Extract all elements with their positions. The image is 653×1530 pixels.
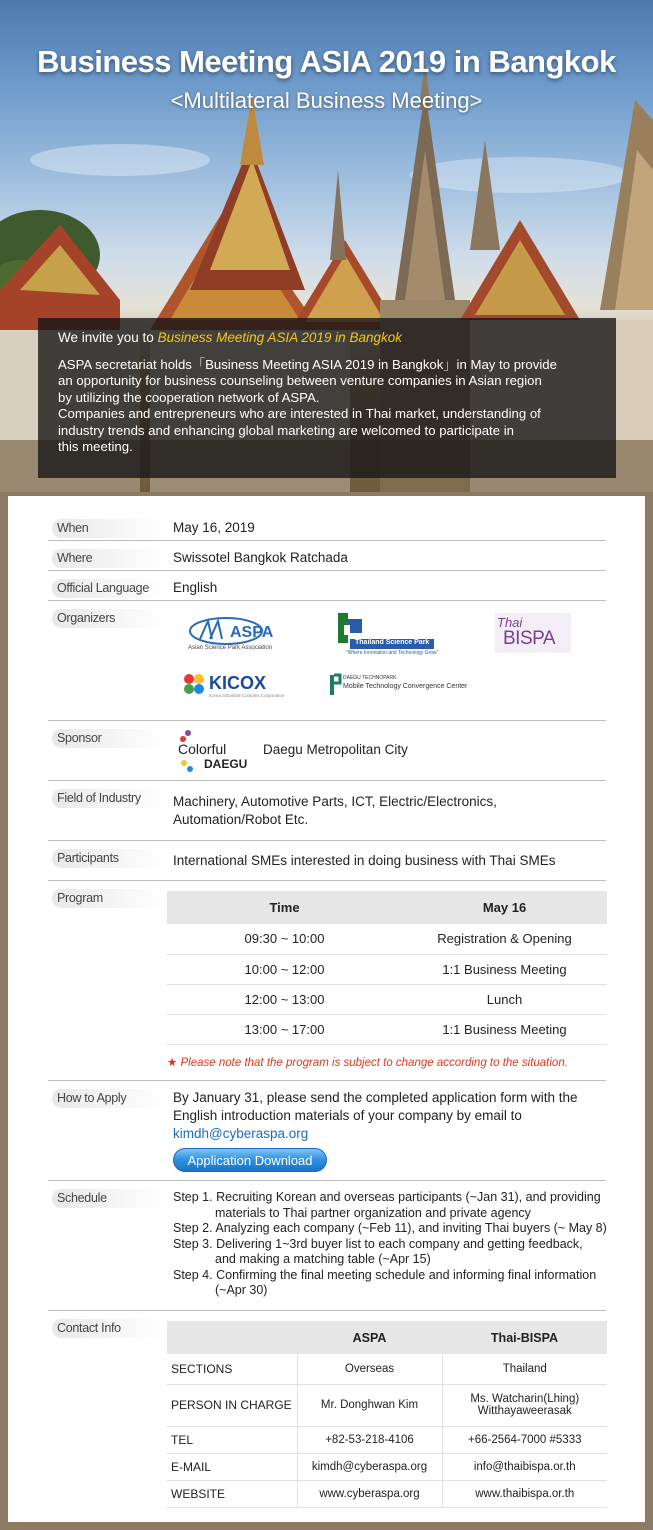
aspa-caption: Asian Science Park Association [188, 645, 273, 651]
row-program [48, 881, 606, 1081]
contact-col-key [167, 1321, 297, 1354]
contact-thai-website[interactable]: www.thaibispa.or.th [442, 1480, 607, 1507]
industry-line: Automation/Robot Etc. [173, 812, 309, 827]
contact-thai-value: +66-2564-7000 #5333 [442, 1426, 607, 1453]
table-row [167, 1014, 607, 1044]
invitation-heading [58, 330, 596, 347]
where-value: Swissotel Bangkok Ratchada [173, 550, 348, 565]
participants-value: International SMEs interested in doing business with Thai SMEs [173, 853, 556, 868]
table-row [167, 1354, 607, 1384]
apply-line: English introduction materials of your company by email to [173, 1108, 522, 1123]
row-schedule [48, 1181, 606, 1311]
program-time: 09:30 ~ 10:00 [167, 924, 402, 954]
row-industry [48, 781, 606, 841]
program-label: Program [52, 889, 164, 908]
contact-header-row [167, 1321, 607, 1354]
contact-key: TEL [167, 1426, 297, 1453]
colorful-daegu-logo [176, 729, 256, 773]
dtp-bottom: Mobile Technology Convergence Center [343, 683, 468, 690]
program-col-time: Time [167, 891, 402, 924]
program-time: 13:00 ~ 17:00 [167, 1014, 402, 1044]
schedule-steps [173, 1190, 607, 1299]
contact-table [167, 1321, 607, 1508]
row-when [48, 511, 606, 541]
row-apply [48, 1081, 606, 1181]
thaibispa-bottom: BISPA [503, 628, 556, 649]
application-download-button[interactable]: Application Download [173, 1148, 327, 1172]
when-value: May 16, 2019 [173, 520, 255, 535]
program-activity: 1:1 Business Meeting [402, 954, 607, 984]
schedule-line: and making a matching table (~Apr 15) [215, 1252, 431, 1266]
program-header-row [167, 891, 607, 924]
row-organizers [48, 601, 606, 721]
language-label: Official Language [52, 579, 164, 598]
invitation-box [38, 318, 616, 478]
contact-key: SECTIONS [167, 1354, 297, 1384]
tsp-name: Thailand Science Park [355, 639, 430, 646]
apply-text [173, 1089, 578, 1143]
contact-label: Contact Info [52, 1319, 164, 1338]
table-row [167, 1453, 607, 1480]
kicox-caption: Korea Industrial Complex Corporation [209, 693, 285, 698]
dtp-top: DAEGU TECHNOPARK [343, 675, 397, 681]
contact-thai-email[interactable]: info@thaibispa.or.th [442, 1453, 607, 1480]
contact-aspa-value: +82-53-218-4106 [297, 1426, 442, 1453]
tsp-caption: "Where Innovation and Technology Grow" [346, 650, 439, 656]
contact-thai-line: Ms. Watcharin(Lhing) [470, 1393, 580, 1405]
row-participants [48, 841, 606, 881]
svg-text:ASPA: ASPA [230, 624, 274, 641]
participants-label: Participants [52, 849, 164, 868]
contact-key: E-MAIL [167, 1453, 297, 1480]
intro-line: this meeting. [58, 439, 133, 454]
contact-col-thai: Thai-BISPA [442, 1321, 607, 1354]
when-label: When [52, 519, 164, 538]
where-label: Where [52, 549, 164, 568]
schedule-line: materials to Thai partner organization and private agency [215, 1205, 531, 1220]
thaibispa-top: Thai [497, 615, 523, 630]
row-sponsor [48, 721, 606, 781]
sponsor-value: Daegu Metropolitan City [263, 742, 408, 757]
intro-line: Companies and entrepreneurs who are interested in Thai market, understanding of [58, 406, 541, 421]
program-col-day: May 16 [402, 891, 607, 924]
apply-label: How to Apply [52, 1089, 164, 1108]
kicox-name: KICOX [209, 673, 267, 693]
contact-col-aspa: ASPA [297, 1321, 442, 1354]
kicox-logo [181, 671, 285, 703]
page-subtitle: <Multilateral Business Meeting> [170, 88, 483, 113]
language-value: English [173, 580, 218, 595]
table-row [167, 1480, 607, 1507]
tsp-logo [336, 611, 439, 659]
row-contact [48, 1311, 606, 1506]
contact-aspa-email[interactable]: kimdh@cyberaspa.org [297, 1453, 442, 1480]
program-time: 12:00 ~ 13:00 [167, 984, 402, 1014]
daegu-technopark-logo [328, 673, 468, 703]
program-table [167, 891, 607, 1045]
contact-thai-value [442, 1384, 607, 1426]
aspa-logo [188, 613, 278, 655]
thaibispa-logo [495, 613, 571, 653]
contact-key: WEBSITE [167, 1480, 297, 1507]
row-where [48, 541, 606, 571]
schedule-line: Step 1. Recruiting Korean and overseas participants (~Jan 31), and providing [173, 1190, 601, 1204]
schedule-line: Step 3. Delivering 1~3rd buyer list to each company and getting feedback, [173, 1236, 583, 1251]
program-activity: Lunch [402, 984, 607, 1014]
table-row [167, 984, 607, 1014]
schedule-label: Schedule [52, 1189, 164, 1208]
invitation-highlight: Business Meeting ASIA 2019 in Bangkok [157, 330, 402, 345]
industry-label: Field of Industry [52, 789, 164, 808]
contact-thai-value: Thailand [442, 1354, 607, 1384]
contact-aspa-value: Overseas [297, 1354, 442, 1384]
table-row [167, 924, 607, 954]
sponsor-label: Sponsor [52, 729, 164, 748]
contact-aspa-website[interactable]: www.cyberaspa.org [297, 1480, 442, 1507]
industry-value [173, 793, 497, 829]
intro-line: an opportunity for business counseling between venture companies in Asian region [58, 373, 542, 388]
schedule-line: Step 2. Analyzing each company (~Feb 11), and inviting Thai buyers (~ May 8) [173, 1221, 607, 1235]
organizers-label: Organizers [52, 609, 164, 628]
program-activity: Registration & Opening [402, 924, 607, 954]
intro-line: ASPA secretariat holds「Business Meeting ASIA 2019 in Bangkok」in May to provide [58, 356, 557, 372]
schedule-line: Step 4. Confirming the final meeting schedule and informing final information [173, 1267, 597, 1282]
table-row [167, 954, 607, 984]
invitation-prefix: We invite you to [58, 330, 154, 345]
contact-aspa-value: Mr. Donghwan Kim [297, 1384, 442, 1426]
contact-thai-line: Witthayaweerasak [477, 1405, 572, 1417]
intro-line: by utilizing the cooperation network of ASPA. [58, 389, 320, 405]
industry-line: Machinery, Automotive Parts, ICT, Electric/Electronics, [173, 794, 497, 809]
details-card [8, 496, 645, 1522]
schedule-line: (~Apr 30) [215, 1283, 268, 1297]
program-time: 10:00 ~ 12:00 [167, 954, 402, 984]
apply-email-link[interactable]: kimdh@cyberaspa.org [173, 1126, 309, 1141]
daegu-text: DAEGU [204, 757, 248, 771]
colorful-text: Colorful [178, 741, 227, 757]
row-language [48, 571, 606, 601]
apply-line: By January 31, please send the completed application form with the [173, 1090, 578, 1105]
intro-line: industry trends and enhancing global marketing are welcomed to participate in [58, 422, 514, 438]
contact-key: PERSON IN CHARGE [167, 1384, 297, 1426]
table-row [167, 1426, 607, 1453]
table-row [167, 1384, 607, 1426]
page-title: Business Meeting ASIA 2019 in Bangkok [37, 44, 616, 79]
organizer-logos [173, 611, 603, 711]
hero-banner [0, 0, 653, 492]
program-note: ★ Please note that the program is subject to change according to the situation. [167, 1057, 568, 1069]
program-activity: 1:1 Business Meeting [402, 1014, 607, 1044]
